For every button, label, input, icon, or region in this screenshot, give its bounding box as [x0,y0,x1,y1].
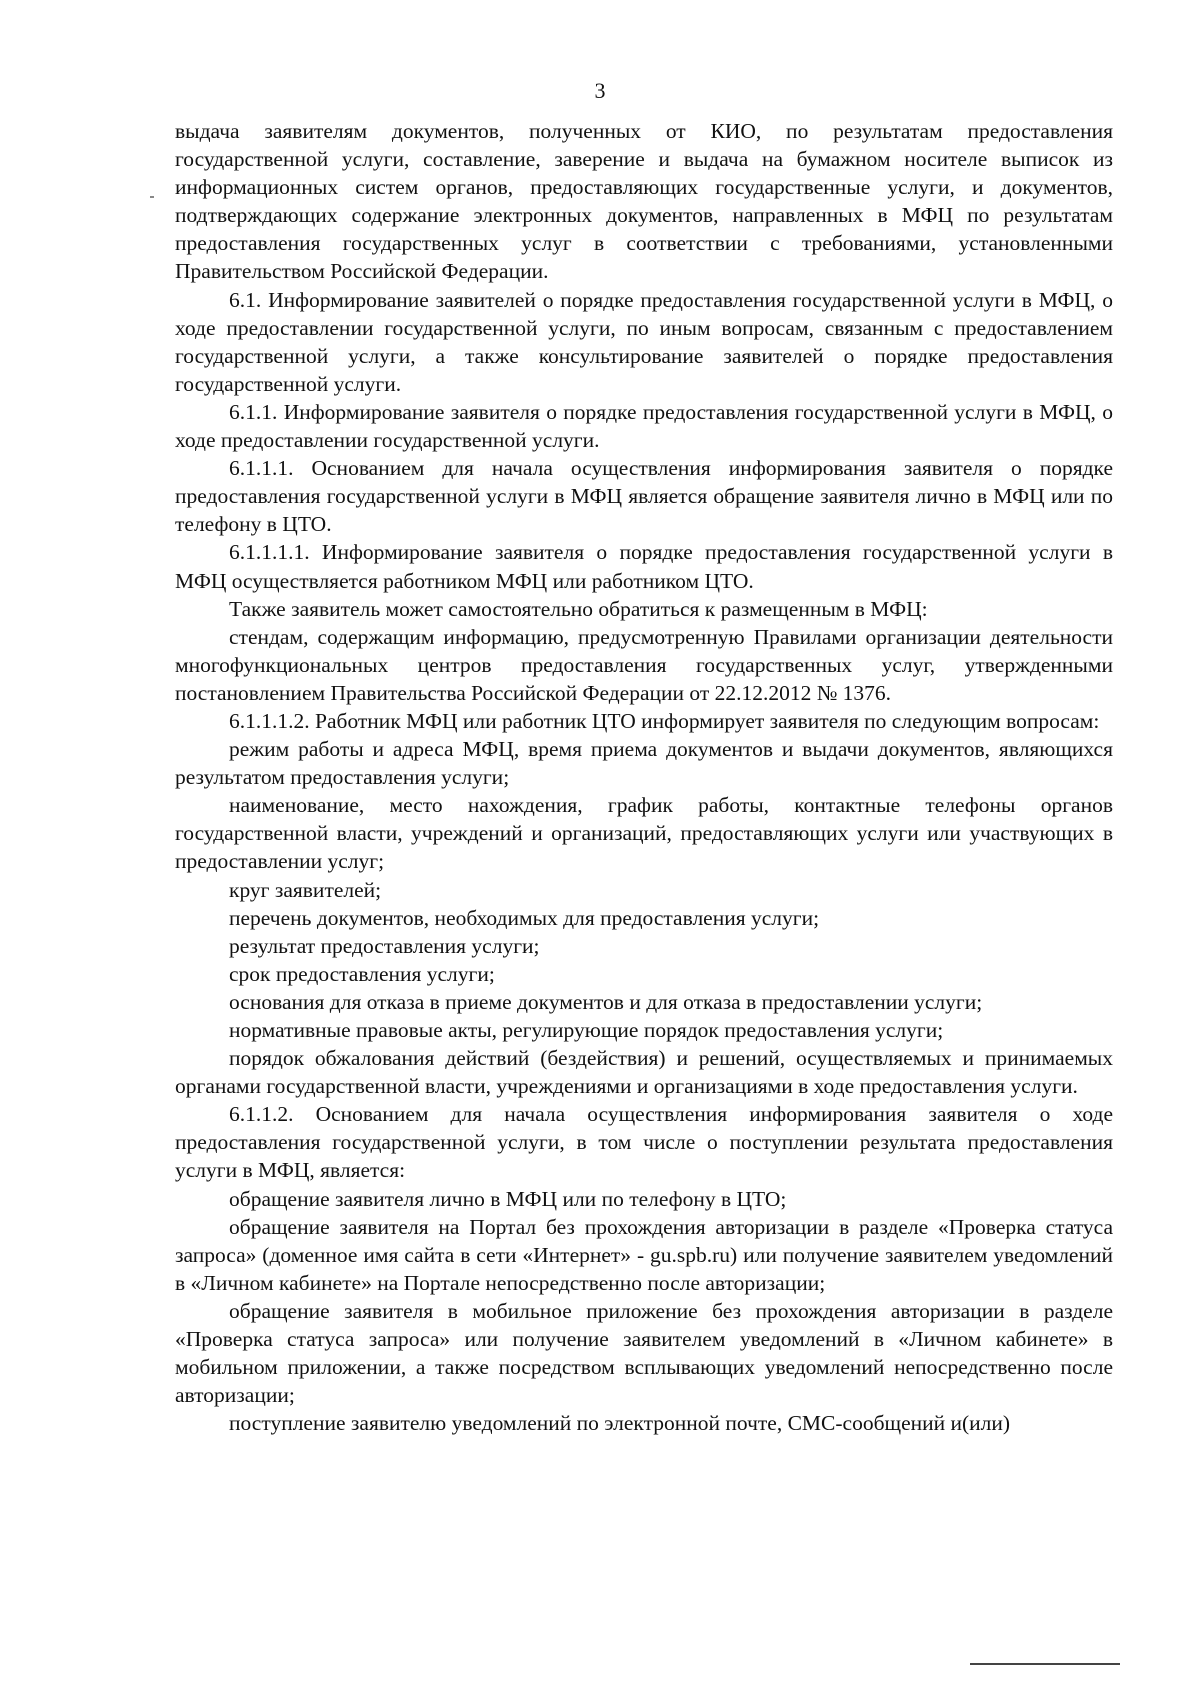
paragraph: стендам, содержащим информацию, предусмотренную Правилами организации деятельности многофункциональных центров предоставления государственных услуг, утвержденными постановлением Правительства Российской Федерации от 22.12.2012 № 1376. [175,624,1113,705]
paragraph: режим работы и адреса МФЦ, время приема документов и выдачи документов, являющихся результатом предоставления услуги; [175,737,1113,790]
paragraph: поступление заявителю уведомлений по электронной почте, СМС-сообщений и(или) [229,1411,1011,1436]
paragraph: обращение заявителя в мобильное приложение без прохождения авторизации в разделе «Проверка статуса запроса» или получение заявителем уведомлений в «Личном кабинете» в мобильном приложении, а также посредством всплывающих уведомлений непосредственно после авторизации; [175,1298,1113,1408]
paragraph: 6.1.1.2. Основанием для начала осуществления информирования заявителя о ходе предоставления государственной услуги, в том числе о поступлении результата предоставления услуги в МФЦ, является: [175,1102,1113,1183]
paragraph: нормативные правовые акты, регулирующие порядок предоставления услуги; [229,1018,944,1042]
paragraph: перечень документов, необходимых для предоставления услуги; [229,905,820,930]
paragraph: срок предоставления услуги; [229,961,495,986]
document-body [175,117,1113,1437]
scan-artifact-line [970,1663,1120,1665]
paragraph: 6.1.1.1. Основанием для начала осуществления информирования заявителя о порядке предоставления государственной услуги в МФЦ является обращение заявителя лично в МФЦ или по телефону в ЦТО. [175,456,1113,537]
paragraph: круг заявителей; [229,877,382,902]
paragraph: выдача заявителям документов, полученных от КИО, по результатам предоставления государственной услуги, составление, заверение и выдача на бумажном носителе выписок из информационных систем органов, предоставляющих государственные услуги, и документов, подтверждающих содержание электронных документов, направленных в МФЦ по результатам предоставления государственных услуг в соответствии с требованиями, установленными Правительством Российской Федерации. [175,119,1113,284]
paragraph: Также заявитель может самостоятельно обратиться к размещенным в МФЦ: [229,596,928,621]
paragraph: 6.1.1.1.2. Работник МФЦ или работник ЦТО информирует заявителя по следующим вопросам: [229,708,1100,733]
paragraph: наименование, место нахождения, график работы, контактные телефоны органов государственной власти, учреждений и организаций, предоставляющих услуги или участвующих в предоставлении услуг; [175,793,1113,874]
paragraph: результат предоставления услуги; [229,933,540,958]
paragraph: порядок обжалования действий (бездействия) и решений, осуществляемых и принимаемых органами государственной власти, учреждениями и организациями в ходе предоставления услуги. [175,1046,1113,1099]
paragraph: 6.1.1. Информирование заявителя о порядке предоставления государственной услуги в МФЦ, о ходе предоставлении государственной услуги. [175,399,1113,453]
paragraph: обращение заявителя лично в МФЦ или по телефону в ЦТО; [229,1186,787,1211]
paragraph: основания для отказа в приеме документов и для отказа в предоставлении услуги; [229,989,983,1014]
paragraph: 6.1. Информирование заявителей о порядке предоставления государственной услуги в МФЦ, о ходе предоставлении государственной услуги, по иным вопросам, связанным с предоставлением государственной услуги, а также консультирование заявителей о порядке предоставления государственной услуги. [175,287,1113,396]
paragraph: 6.1.1.1.1. Информирование заявителя о порядке предоставления государственной услуги в МФЦ осуществляется работником МФЦ или работником ЦТО. [175,540,1113,593]
scan-artifact [150,196,154,198]
page-number: 3 [594,78,606,103]
paragraph: обращение заявителя на Портал без прохождения авторизации в разделе «Проверка статуса запроса» (доменное имя сайта в сети «Интернет» - gu.spb.ru) или получение заявителем уведомлений в «Личном кабинете» на Портале непосредственно после авторизации; [175,1214,1113,1295]
